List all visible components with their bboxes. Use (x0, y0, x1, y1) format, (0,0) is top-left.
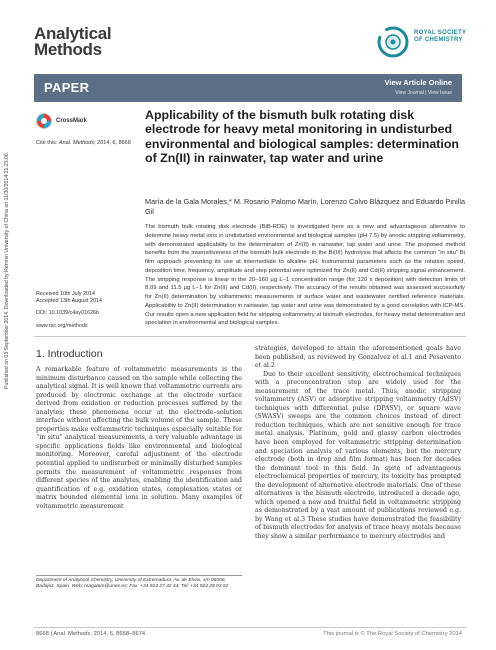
crossmark-badge[interactable] (36, 110, 116, 132)
abstract-text: The bismuth bulk rotating disk electrode (BiB-RDE) is investigated here as a new and advantageous alternative to determine heavy metal ions in undisturbed environmental and biological samples (pH 7.5) by anodic stripping voltammetry, with demonstrated applicability to the determination of Zn(II) in rainwater, tap water and urine. The proposed method benefits from the insensitiveness of the bismuth bulk electrode to the Bi(III) hydrolysis that affects the common “in situ” Bi film approach preventing its use at intermediate to alkaline pH. Instrumental parameters such as the rotation speed, deposition time, frequency, amplitude and step potential were optimized for Zn(II) and Cd(II) stripping signal enhancement. The stripping response is linear in the 20–160 μg L−1 concentration range (for 120 s deposition) with detection limits of 8.09 and 11.5 μg L−1 for Zn(II) and Cd(II), respectively. The accuracy of the results obtained was assessed successfully for Zn(II) determination by voltammetric measurements of surface water and wastewater certified reference materials. Applicability to Zn(II) determination in rainwater, tap water and urine was demonstrated by a good correlation with ICP-MS. Our results open a new application field for stripping voltammetry at bismuth electrodes, for heavy metal determination and speciation in environmental and biological samples. (145, 224, 465, 327)
affiliation-footnote: Department of Analytical Chemistry, University of Extremadura, Av. de Elvas, s/n 06006, Badajoz, Spain. Web: magalam@unex.es; Fax: +34 924 27 42 44; Tel: +34 924 28 93 92 (36, 578, 229, 590)
accepted-date: Accepted 13th August 2014 (36, 298, 102, 305)
introduction-heading: 1. Introduction (36, 348, 103, 360)
cite-journal: Anal. Methods, (58, 140, 96, 146)
footer-divider (34, 627, 466, 628)
rsc-name-line2: OF CHEMISTRY (414, 37, 463, 43)
cite-rest: 2014, 6, 8668 (97, 140, 131, 146)
page-footer-right: This journal is © The Royal Society of Chemistry 2014 (323, 631, 462, 637)
journal-logo[interactable] (34, 26, 111, 58)
citation-line (36, 140, 131, 146)
crossmark-label: CrossMark (56, 118, 88, 124)
left-column-text: A remarkable feature of voltammetric measurements is the minimum disturbance caused on the sample while collecting the analytical signal. It is well known that voltammetric currents are produced by electronic exchange at the electrode surface derived from oxidation or reduction processes suffered by the analytes; these phenomena occur at the electrode–solution interface without affecting the bulk volume of the sample. These properties make voltammetric techniques especially suitable for “in situ” analytical measurements, a very valuable advantage in specific applications fields like environmental and biological monitoring. Moreover, careful adjustment of the electrode potential applied to undisturbed or minimally disturbed samples permits the measurement of voltammetric responses from different species of the analytes, enabling the identification and quantification of e.g. oxidation states, complexation states or matrix bounded elemental ions in solution. Many examples of voltammetric measurement (36, 366, 242, 510)
received-date: Received 10th July 2014 (36, 291, 96, 297)
rsc-emblem-icon (376, 22, 410, 62)
journal-url-link[interactable]: www.rsc.org/methods (36, 322, 88, 329)
right-paragraph-2: Due to their excellent sensitivity, electrochemical techniques with a preconcentration step are widely used for the measurement of the trace metal. Thus, anodic stripping voltammetry (ASV) or adsorptive stripping voltammetry (AdSV) techniques with differential pulse (DPASV), or square wave (SWASV) sweeps are the common choices instead of direct reduction techniques, which are not sensitive enough for trace metal analysis. Platinum, gold and glassy carbon electrodes have been employed for voltammetric stripping determination and speciation analysis of various elements, but the mercury electrode (both in drop and film format) has been for decades the dominant tool in this field. In spite of advantageous electrochemical properties of mercury, its toxicity has prompted the development of alternative electrode materials. One of these alternatives is the bismuth electrode, introduced a decade ago, which opened a new and fruitful field in voltammetric stripping as demonstrated by a vast amount of publications reviewed e.g. by Wang et al.3 These studies have demonstrated the feasibility of bismuth electrodes for analysis of trace heavy metals because they show a similar performance to mercury electrodes and (255, 370, 461, 541)
article-type-label: PAPER (44, 80, 90, 95)
article-title: Applicability of the bismuth bulk rotating disk electrode for heavy metal monitoring in undisturbed environmental and biological samples: determination of Zn(II) in rainwater, tap water and urine (145, 108, 459, 165)
view-journal-issue-links[interactable]: View Journal | View Issue (395, 90, 452, 96)
rsc-name-line1: ROYAL SOCIETY (414, 30, 467, 36)
crossmark-icon (36, 113, 52, 129)
rsc-logo[interactable] (376, 20, 486, 66)
journal-name-line2: Methods (34, 40, 102, 59)
right-column (255, 345, 461, 542)
article-type-banner (34, 74, 462, 102)
journal-name-line1: Analytical (34, 24, 112, 43)
page-footer-left: 8668 | Anal. Methods, 2014, 6, 8668–8674 (36, 631, 146, 637)
download-note: Published on 03 September 2014. Downloaded by Renmin University of China on 11/30/2014 21:23:06. (4, 151, 10, 389)
cite-prefix: Cite this: (36, 140, 58, 146)
doi-link[interactable]: DOI: 10.1039/c4ay01626b (36, 310, 99, 317)
article-history (36, 291, 136, 330)
section-divider (34, 336, 466, 337)
author-list: María de la Gala Morales,* M. Rosario Palomo Marín, Lorenzo Calvo Blázquez and Eduardo Pinilla Gil (145, 197, 466, 216)
footnote-divider (36, 575, 242, 576)
right-paragraph-1: strategies, developed to attain the aforementioned goals have been published, as reviewed by Gonzalvez et al.1 and Pesavento et al.2 (255, 345, 461, 370)
view-article-online-link[interactable]: View Article Online (384, 78, 452, 87)
